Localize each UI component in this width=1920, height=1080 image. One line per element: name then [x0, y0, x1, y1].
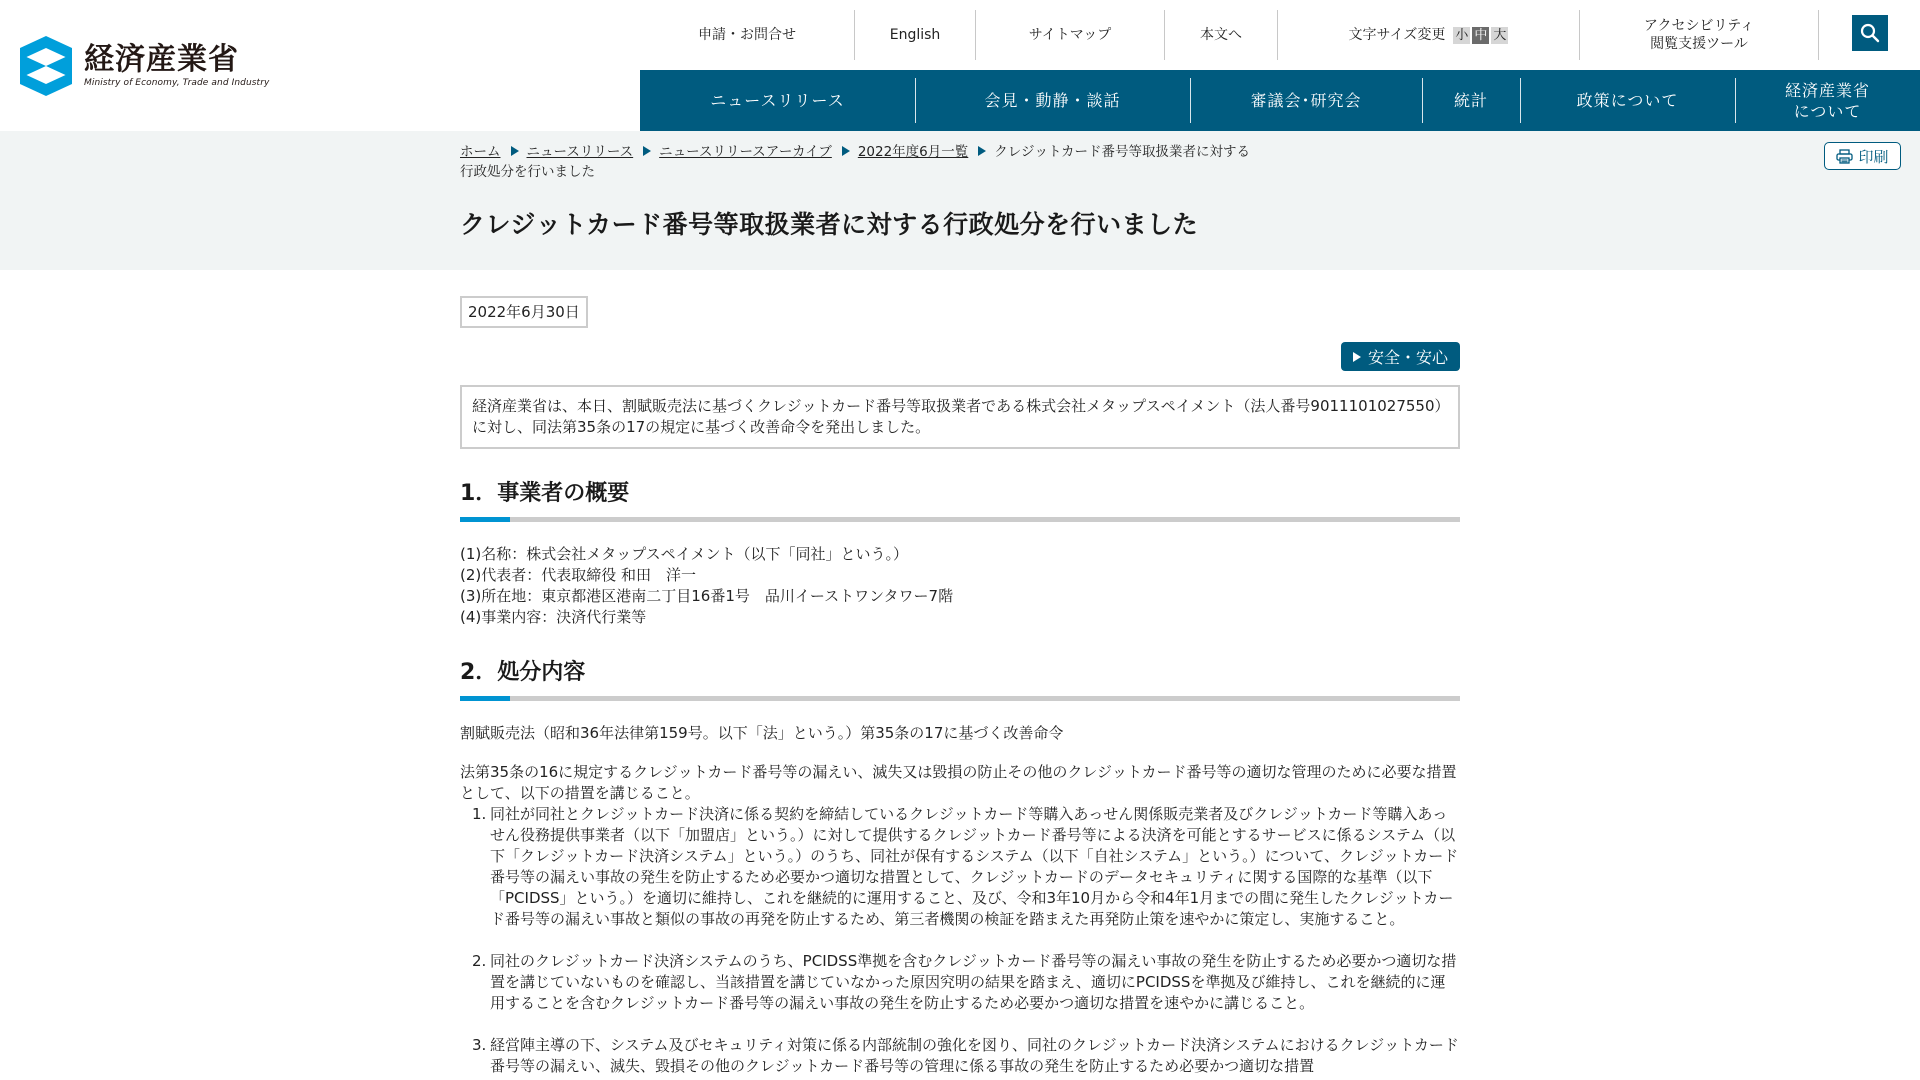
- breadcrumb-arrow-icon: [643, 146, 651, 156]
- breadcrumb-june-2022[interactable]: 2022年度6月一覧: [857, 144, 969, 160]
- gnav-press-conference[interactable]: 会見・動静・談話: [915, 70, 1190, 131]
- measure-text: 同社のクレジットカード決済システムのうち、PCIDSS準拠を含むクレジットカード番号等の漏えい事故の発生を防止するため必要かつ適切な措置を講じていないものを確認し、当該措置を講じていなかった原因究明の結果を踏まえ、適切にPCIDSSを準拠及び維持し、これを継続的に運用することを含むクレジットカード番号等の漏えい事故の発生を防止するため必要かつ適切な措置を速やかに講じること。: [490, 952, 1457, 1012]
- gnav-about-meti[interactable]: [1735, 70, 1920, 131]
- print-button[interactable]: [1824, 142, 1901, 170]
- logo-japanese-text: 経済産業省: [84, 42, 239, 77]
- logo-english-text: Ministry of Economy, Trade and Industry: [84, 78, 270, 88]
- gnav-councils[interactable]: 審議会･研究会: [1190, 70, 1422, 131]
- util-link-sitemap[interactable]: サイトマップ: [975, 10, 1164, 60]
- measure-item: [472, 1035, 1460, 1077]
- measure-item: [472, 951, 1460, 1014]
- fact-representative: (2)代表者：代表取締役 和田 洋一: [460, 566, 697, 584]
- measures-list: [472, 804, 1460, 1077]
- tag-label: 安全・安心: [1367, 348, 1448, 367]
- accessibility-tool-link[interactable]: [1579, 10, 1819, 60]
- main-content: [460, 296, 1460, 1080]
- fact-name: (1)名称：株式会社メタップスペイメント（以下「同社」という。）: [460, 545, 909, 563]
- measure-item: [472, 804, 1460, 930]
- meti-logo[interactable]: [20, 36, 269, 96]
- global-nav: [640, 70, 1920, 131]
- category-tag-safety[interactable]: [1341, 342, 1460, 371]
- font-size-switcher: [1277, 10, 1579, 60]
- accessibility-line1: アクセシビリティ: [1643, 18, 1755, 34]
- breadcrumb-arrow-icon: [978, 146, 986, 156]
- font-size-label: 文字サイズ変更: [1348, 27, 1446, 43]
- breadcrumb-current: クレジットカード番号等取扱業者に対する行政処分を行いました: [460, 144, 1251, 180]
- tag-row: [460, 342, 1460, 378]
- breadcrumb: [460, 142, 1260, 182]
- font-size-small-button[interactable]: 小: [1455, 27, 1469, 43]
- util-link-english[interactable]: English: [854, 10, 975, 60]
- measure-text: 同社が同社とクレジットカード決済に係る契約を締結しているクレジットカード等購入あっせん関係販売業者及びクレジットカード等購入あっせん役務提供事業者（以下「加盟店」という。）に対して提供するクレジットカード番号等による決済を可能とするサービスに係るシステム（以下「クレジットカード決済システム」という。）のうち、同社が保有するシステム（以下「自社システム」という。）について、クレジットカード番号等の漏えい事故の発生を防止するため必要かつ適切な措置として、クレジットカードのデータセキュリティに関する国際的な基準（以下「PCIDSS」という。）を適切に維持し、これを継続的に運用すること、及び、令和3年10月から令和4年1月までの間に発生したクレジットカード番号等の漏えい事故と類似の事故の再発を防止するため、第三者機関の検証を踏まえた再発防止策を速やかに策定し、実施すること。: [490, 805, 1459, 928]
- accessibility-line2: 閲覧支援ツール: [1650, 36, 1748, 52]
- gnav-about-line2: について: [1793, 101, 1862, 121]
- page-title: クレジットカード番号等取扱業者に対する行政処分を行いました: [460, 210, 1199, 239]
- measure-text: 経営陣主導の下、システム及びセキュリティ対策に係る内部統制の強化を図り、同社のクレジットカード決済システムにおけるクレジットカード番号等の漏えい、滅失、毀損その他のクレジットカード番号等の管理に係る事故の発生を防止するため必要かつ適切な措置: [490, 1036, 1459, 1075]
- summary-box: 経済産業省は、本日、割賦販売法に基づくクレジットカード番号等取扱業者である株式会社メタップスペイメント（法人番号9011101027550）に対し、同法第35条の17の規定に基づく改善命令を発出しました。: [460, 385, 1460, 449]
- publish-date: 2022年6月30日: [460, 296, 588, 328]
- business-facts: [460, 544, 1460, 628]
- font-size-medium-button[interactable]: 中: [1474, 27, 1488, 43]
- search-icon: [1860, 23, 1880, 43]
- disposition-intro: 法第35条の16に規定するクレジットカード番号等の漏えい、滅失又は毀損の防止その他のクレジットカード番号等の適切な管理のために必要な措置として、以下の措置を講じること。: [460, 763, 1457, 802]
- measure-number: 3.: [472, 1036, 487, 1054]
- util-link-contact[interactable]: 申請・お問合せ: [698, 27, 796, 43]
- breadcrumb-arrow-icon: [842, 146, 850, 156]
- tag-arrow-icon: [1353, 352, 1361, 362]
- font-size-large-button[interactable]: 大: [1493, 27, 1507, 43]
- section-divider: [460, 696, 1460, 701]
- breadcrumb-archive[interactable]: ニュースリリースアーカイブ: [659, 144, 832, 160]
- fact-business: (4)事業内容：決済代行業等: [460, 608, 647, 626]
- printer-icon: [1836, 149, 1853, 164]
- breadcrumb-news-release[interactable]: ニュースリリース: [526, 144, 634, 160]
- breadcrumb-home[interactable]: ホーム: [460, 144, 501, 160]
- breadcrumb-arrow-icon: [511, 146, 519, 156]
- site-header: [0, 0, 1920, 131]
- measure-number: 1.: [472, 805, 487, 823]
- util-link-skip-to-content[interactable]: 本文へ: [1164, 10, 1277, 60]
- meti-logo-icon: [20, 36, 72, 96]
- gnav-statistics[interactable]: 統計: [1422, 70, 1520, 131]
- measure-number: 2.: [472, 952, 487, 970]
- search-button[interactable]: [1852, 15, 1888, 51]
- gnav-news-release[interactable]: ニュースリリース: [710, 91, 845, 110]
- section-heading-disposition: 2．処分内容: [460, 660, 586, 685]
- section-divider: [460, 517, 1460, 522]
- disposition-basis: 割賦販売法（昭和36年法律第159号。以下「法」という。）第35条の17に基づく改善命令: [460, 724, 1064, 742]
- gnav-policy[interactable]: 政策について: [1520, 70, 1735, 131]
- fact-address: (3)所在地：東京都港区港南二丁目16番1号 品川イーストワンタワー7階: [460, 587, 954, 605]
- section-heading-business-overview: 1．事業者の概要: [460, 481, 630, 506]
- gnav-about-line1: 経済産業省: [1784, 80, 1870, 100]
- print-label: 印刷: [1858, 147, 1889, 166]
